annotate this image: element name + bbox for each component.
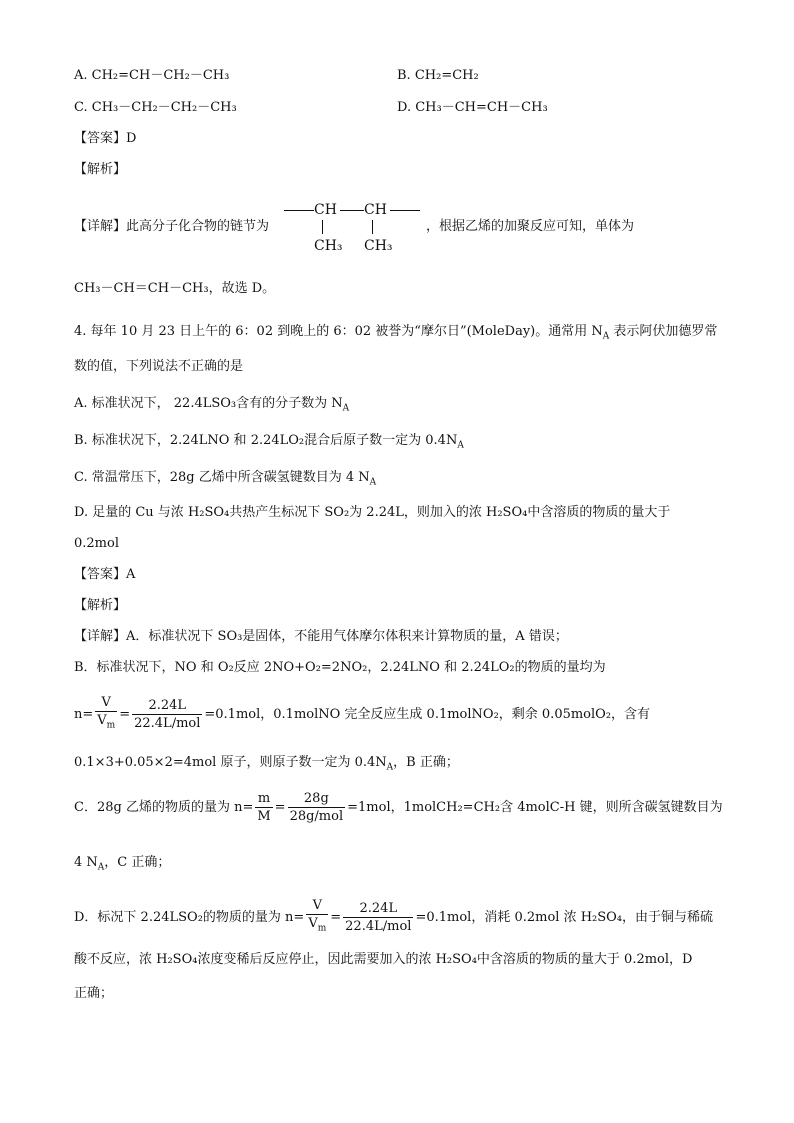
fraction-volume: $\frac{2.24L}{\text{22.4L/mol}}$ bbox=[134, 697, 201, 731]
formula-result: =0.1mol，消耗 0.2mol 浓 H₂SO₄，由于铜与稀硫 bbox=[415, 909, 714, 925]
formula-prefix: n= bbox=[74, 706, 94, 722]
q4-stem-line-2: 数的值，下列说法不正确的是 bbox=[74, 359, 244, 374]
q4-detail-b-line-1: B．标准状况下，NO 和 O₂反应 2NO+O₂=2NO₂，2.24LNO 和 2.24LO₂的物质的量均为 bbox=[74, 660, 606, 675]
answer-label: 【答案】 bbox=[74, 567, 127, 582]
fraction-m-over-m: $\frac{m}{M}$ bbox=[257, 791, 271, 824]
q4-option-d-line-1: D. 足量的 Cu 与浓 H₂SO₄共热产生标况下 SO₂为 2.24L，则加入的浓 H₂SO₄中含溶质的物质的量大于 bbox=[74, 505, 671, 520]
q3-option-d: D. CH₃－CH=CH－CH₃ bbox=[397, 100, 548, 115]
answer-label: 【答案】 bbox=[74, 131, 127, 146]
formula-result: =0.1mol，0.1molNO 完全反应生成 0.1molNO₂，剩余 0.05molO₂，含有 bbox=[204, 706, 651, 722]
q4-detail-b-line-2: n= $\frac{V}{V_m}$ = $\frac{2.24L}{\text{22.4L/mol}}$ =0.1mol，0.1molNO 完全反应生成 0.1molNO₂，剩余 0.05molO₂，含有 bbox=[74, 695, 650, 734]
detail-label: 【详解】 bbox=[74, 219, 127, 234]
q4-detail-a bbox=[74, 628, 568, 646]
formula-prefix: D．标况下 2.24LSO₂的物质的量为 n= bbox=[74, 909, 305, 925]
chain-methyl-1: CH₃ bbox=[314, 238, 343, 254]
q3-detail-cont: ，根据乙烯的加聚反应可知，单体为 bbox=[426, 219, 635, 234]
q4-detail-b-line-3: 0.1×3+0.05×2=4mol 原子，则原子数一定为 $0.4N_A$，B 正确； bbox=[74, 755, 459, 773]
fraction-v-over-vm: $\frac{V}{V_m}$ bbox=[97, 695, 116, 731]
q3-answer bbox=[74, 130, 136, 148]
answer-value: D bbox=[126, 131, 137, 146]
q4-stem-line-1: 4. 每年 10 月 23 日上午的 6：02 到晚上的 6：02 被誉为“摩尔日”(MoleDay)。通常用 $N_A$ 表示阿伏加德罗常 bbox=[74, 324, 718, 342]
q4-detail-d-line-1: D．标况下 2.24LSO₂的物质的量为 n= $\frac{V}{V_m}$ = $\frac{2.24L}{\text{22.4L/mol}}$ =0.1mol，消耗 0.2mol 浓 H₂SO₄，由于铜与稀硫 bbox=[74, 898, 713, 937]
detail-label: 【详解】 bbox=[74, 629, 127, 644]
chain-ch-1: CH bbox=[314, 202, 337, 218]
formula-prefix: C．28g 乙烯的物质的量为 n= bbox=[74, 800, 254, 815]
chain-methyl-2: CH₃ bbox=[364, 238, 393, 254]
q4-detail-c-line-1: C．28g 乙烯的物质的量为 n= $\frac{m}{M}$ = $\frac{28g}{\text{28g/mol}}$ =1mol，1molCH₂=CH₂含 4molC-H 键，则所含碳氢键数目为 bbox=[74, 791, 723, 824]
q4-analysis-label: 【解析】 bbox=[74, 598, 127, 613]
q4-detail-c-line-2: 4 $N_A$，C 正确； bbox=[74, 855, 171, 873]
q3-analysis-label: 【解析】 bbox=[74, 162, 127, 177]
q4-detail-d-line-2: 酸不反应，浓 H₂SO₄浓度变稀后反应停止，因此需要加入的浓 H₂SO₄中含溶质的物质的量大于 0.2mol，D bbox=[74, 952, 693, 967]
q4-option-c: C. 常温常压下，28g 乙烯中所含碳氢键数目为 4 $N_A$ bbox=[74, 470, 377, 488]
monomer-conclusion: ，故选 D。 bbox=[208, 281, 276, 296]
detail-text: 此高分子化合物的链节为 bbox=[126, 219, 270, 234]
q4-answer bbox=[74, 566, 135, 584]
detail-text: A．标准状况下 SO₃是固体，不能用气体摩尔体积来计算物质的量，A 错误； bbox=[126, 629, 568, 644]
fraction-volume: $\frac{2.24L}{\text{22.4L/mol}}$ bbox=[345, 900, 412, 934]
q3-option-a: A. CH₂=CH－CH₂－CH₃ bbox=[74, 68, 230, 83]
answer-value: A bbox=[126, 567, 136, 582]
q4-option-a: A. 标准状况下， 22.4LSO₃含有的分子数为 $N_A$ bbox=[74, 396, 350, 414]
fraction-mass: $\frac{28g}{\text{28g/mol}}$ bbox=[289, 791, 344, 824]
q3-option-b: B. CH₂=CH₂ bbox=[397, 68, 479, 83]
q3-detail bbox=[74, 218, 269, 236]
q3-option-c: C. CH₃－CH₂－CH₂－CH₃ bbox=[74, 100, 237, 115]
q4-option-d-line-2: 0.2mol bbox=[74, 536, 119, 551]
q4-detail-d-line-3: 正确； bbox=[74, 986, 114, 1001]
formula-result: =1mol，1molCH₂=CH₂含 4molC-H 键，则所含碳氢键数目为 bbox=[347, 800, 723, 815]
q3-monomer-line bbox=[74, 280, 275, 298]
polymer-chain-structure bbox=[284, 200, 420, 258]
q4-option-b: B. 标准状况下，2.24LNO 和 2.24LO₂混合后原子数一定为 $0.4N_A$ bbox=[74, 433, 464, 451]
fraction-v-over-vm: $\frac{V}{V_m}$ bbox=[308, 898, 327, 934]
monomer-formula: CH₃－CH＝CH－CH₃ bbox=[74, 281, 209, 296]
chain-ch-2: CH bbox=[364, 202, 387, 218]
